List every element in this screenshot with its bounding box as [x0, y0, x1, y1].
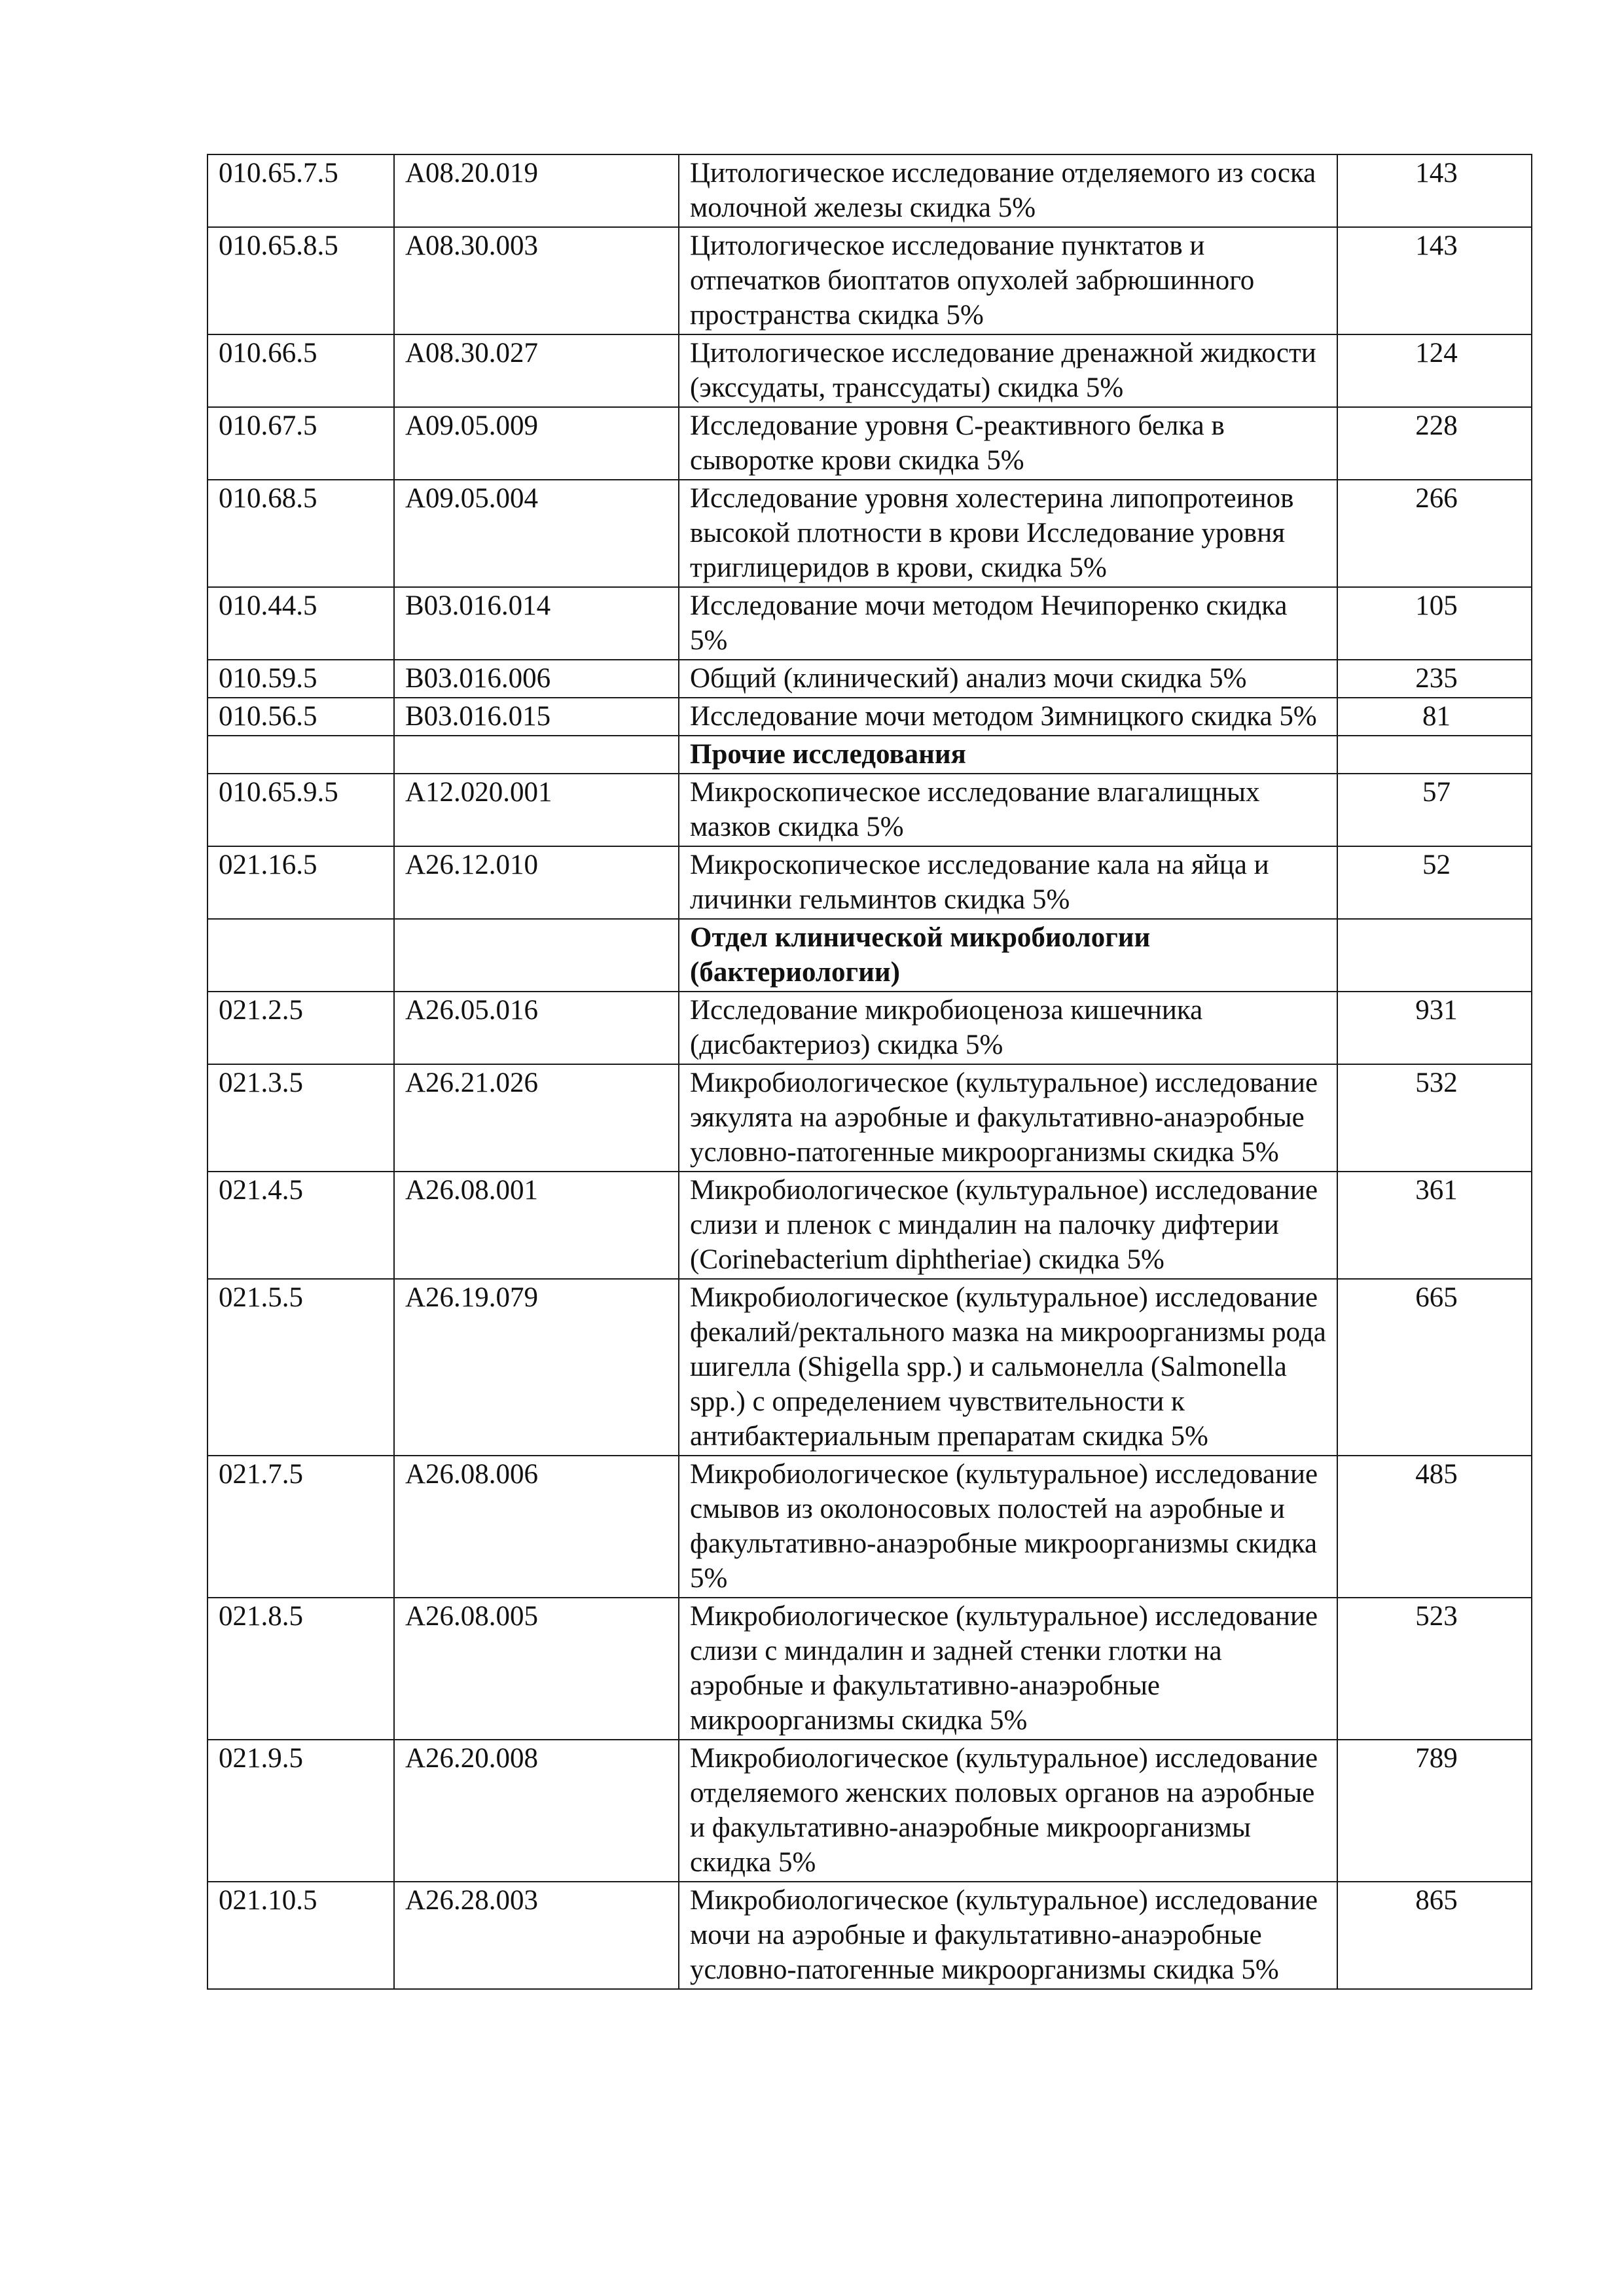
service-code-cell: B03.016.015 — [394, 698, 679, 736]
code-cell: 021.8.5 — [208, 1598, 394, 1740]
service-name-cell: Исследование мочи методом Нечипоренко скидка 5% — [679, 587, 1337, 660]
section-service-cell — [394, 736, 679, 774]
service-name-cell: Цитологическое исследование отделяемого из соска молочной железы скидка 5% — [679, 154, 1337, 227]
code-cell: 010.66.5 — [208, 334, 394, 407]
code-cell: 021.3.5 — [208, 1064, 394, 1172]
price-cell: 532 — [1337, 1064, 1532, 1172]
code-cell: 010.56.5 — [208, 698, 394, 736]
service-name-cell: Микробиологическое (культуральное) исследование мочи на аэробные и факультативно-анаэробные условно-патогенные микроорганизмы скидка 5% — [679, 1882, 1337, 1989]
price-cell: 81 — [1337, 698, 1532, 736]
table-row — [208, 1882, 1532, 1989]
price-list-body — [208, 154, 1532, 1989]
service-code-cell: A26.08.006 — [394, 1456, 679, 1598]
code-cell: 021.5.5 — [208, 1279, 394, 1456]
service-code-cell: A26.05.016 — [394, 992, 679, 1064]
service-name-cell: Исследование уровня холестерина липопротеинов высокой плотности в крови Исследование уровня триглицеридов в крови, скидка 5% — [679, 480, 1337, 587]
table-row — [208, 660, 1532, 698]
table-row — [208, 334, 1532, 407]
service-name-cell: Исследование мочи методом Зимницкого скидка 5% — [679, 698, 1337, 736]
code-cell: 021.10.5 — [208, 1882, 394, 1989]
price-cell: 52 — [1337, 846, 1532, 919]
code-cell: 010.59.5 — [208, 660, 394, 698]
code-cell: 021.2.5 — [208, 992, 394, 1064]
price-cell: 485 — [1337, 1456, 1532, 1598]
table-row — [208, 154, 1532, 227]
service-code-cell: A09.05.004 — [394, 480, 679, 587]
service-name-cell: Микроскопическое исследование кала на яйца и личинки гельминтов скидка 5% — [679, 846, 1337, 919]
code-cell: 010.67.5 — [208, 407, 394, 480]
service-code-cell: A26.20.008 — [394, 1740, 679, 1882]
section-price-cell — [1337, 736, 1532, 774]
service-name-cell: Исследование уровня С-реактивного белка в сыворотке крови скидка 5% — [679, 407, 1337, 480]
service-code-cell: B03.016.014 — [394, 587, 679, 660]
section-service-cell — [394, 919, 679, 992]
service-name-cell: Микробиологическое (культуральное) исследование эякулята на аэробные и факультативно-анаэробные условно-патогенные микроорганизмы скидка 5% — [679, 1064, 1337, 1172]
section-title: Отдел клинической микробиологии (бактериологии) — [679, 919, 1337, 992]
section-code-cell — [208, 919, 394, 992]
price-cell: 124 — [1337, 334, 1532, 407]
table-row — [208, 587, 1532, 660]
code-cell: 010.65.9.5 — [208, 774, 394, 846]
code-cell: 010.65.8.5 — [208, 227, 394, 334]
section-code-cell — [208, 736, 394, 774]
table-row — [208, 1172, 1532, 1279]
service-name-cell: Микроскопическое исследование влагалищных мазков скидка 5% — [679, 774, 1337, 846]
service-code-cell: A26.19.079 — [394, 1279, 679, 1456]
table-row — [208, 1740, 1532, 1882]
service-code-cell: A12.020.001 — [394, 774, 679, 846]
service-name-cell: Микробиологическое (культуральное) исследование слизи с миндалин и задней стенки глотки на аэробные и факультативно-анаэробные микроорганизмы скидка 5% — [679, 1598, 1337, 1740]
service-code-cell: A26.12.010 — [394, 846, 679, 919]
service-code-cell: A09.05.009 — [394, 407, 679, 480]
price-cell: 228 — [1337, 407, 1532, 480]
code-cell: 021.9.5 — [208, 1740, 394, 1882]
price-cell: 665 — [1337, 1279, 1532, 1456]
table-row — [208, 1279, 1532, 1456]
price-cell: 789 — [1337, 1740, 1532, 1882]
service-code-cell: A08.30.027 — [394, 334, 679, 407]
price-cell: 931 — [1337, 992, 1532, 1064]
table-row — [208, 407, 1532, 480]
price-cell: 143 — [1337, 154, 1532, 227]
code-cell: 021.16.5 — [208, 846, 394, 919]
service-name-cell: Цитологическое исследование дренажной жидкости (экссудаты, транссудаты) скидка 5% — [679, 334, 1337, 407]
price-cell: 143 — [1337, 227, 1532, 334]
code-cell: 021.7.5 — [208, 1456, 394, 1598]
table-row — [208, 480, 1532, 587]
table-row — [208, 774, 1532, 846]
service-name-cell: Микробиологическое (культуральное) исследование фекалий/ректального мазка на микроорганизмы рода шигелла (Shigella spp.) и сальмонелла (Salmonella spp.) с определением чувствительности к антибактериальным препаратам скидка 5% — [679, 1279, 1337, 1456]
table-row — [208, 1064, 1532, 1172]
section-row — [208, 919, 1532, 992]
price-cell: 57 — [1337, 774, 1532, 846]
service-code-cell: A26.08.005 — [394, 1598, 679, 1740]
service-name-cell: Исследование микробиоценоза кишечника (дисбактериоз) скидка 5% — [679, 992, 1337, 1064]
service-code-cell: B03.016.006 — [394, 660, 679, 698]
table-row — [208, 1456, 1532, 1598]
service-name-cell: Микробиологическое (культуральное) исследование слизи и пленок с миндалин на палочку дифтерии (Corinebacterium diphtheriae) скидка 5% — [679, 1172, 1337, 1279]
section-row — [208, 736, 1532, 774]
price-cell: 266 — [1337, 480, 1532, 587]
table-row — [208, 846, 1532, 919]
service-code-cell: A08.30.003 — [394, 227, 679, 334]
service-name-cell: Цитологическое исследование пунктатов и отпечатков биоптатов опухолей забрюшинного пространства скидка 5% — [679, 227, 1337, 334]
table-row — [208, 1598, 1532, 1740]
service-name-cell: Общий (клинический) анализ мочи скидка 5% — [679, 660, 1337, 698]
price-cell: 105 — [1337, 587, 1532, 660]
service-code-cell: A08.20.019 — [394, 154, 679, 227]
section-price-cell — [1337, 919, 1532, 992]
table-row — [208, 698, 1532, 736]
code-cell: 021.4.5 — [208, 1172, 394, 1279]
service-code-cell: A26.28.003 — [394, 1882, 679, 1989]
price-cell: 235 — [1337, 660, 1532, 698]
price-cell: 865 — [1337, 1882, 1532, 1989]
price-cell: 523 — [1337, 1598, 1532, 1740]
code-cell: 010.68.5 — [208, 480, 394, 587]
code-cell: 010.65.7.5 — [208, 154, 394, 227]
code-cell: 010.44.5 — [208, 587, 394, 660]
service-code-cell: A26.21.026 — [394, 1064, 679, 1172]
price-cell: 361 — [1337, 1172, 1532, 1279]
service-name-cell: Микробиологическое (культуральное) исследование отделяемого женских половых органов на аэробные и факультативно-анаэробные микроорганизмы скидка 5% — [679, 1740, 1337, 1882]
table-row — [208, 992, 1532, 1064]
price-list-table — [207, 154, 1532, 1990]
table-row — [208, 227, 1532, 334]
section-title: Прочие исследования — [679, 736, 1337, 774]
service-name-cell: Микробиологическое (культуральное) исследование смывов из околоносовых полостей на аэробные и факультативно-анаэробные микроорганизмы скидка 5% — [679, 1456, 1337, 1598]
service-code-cell: A26.08.001 — [394, 1172, 679, 1279]
